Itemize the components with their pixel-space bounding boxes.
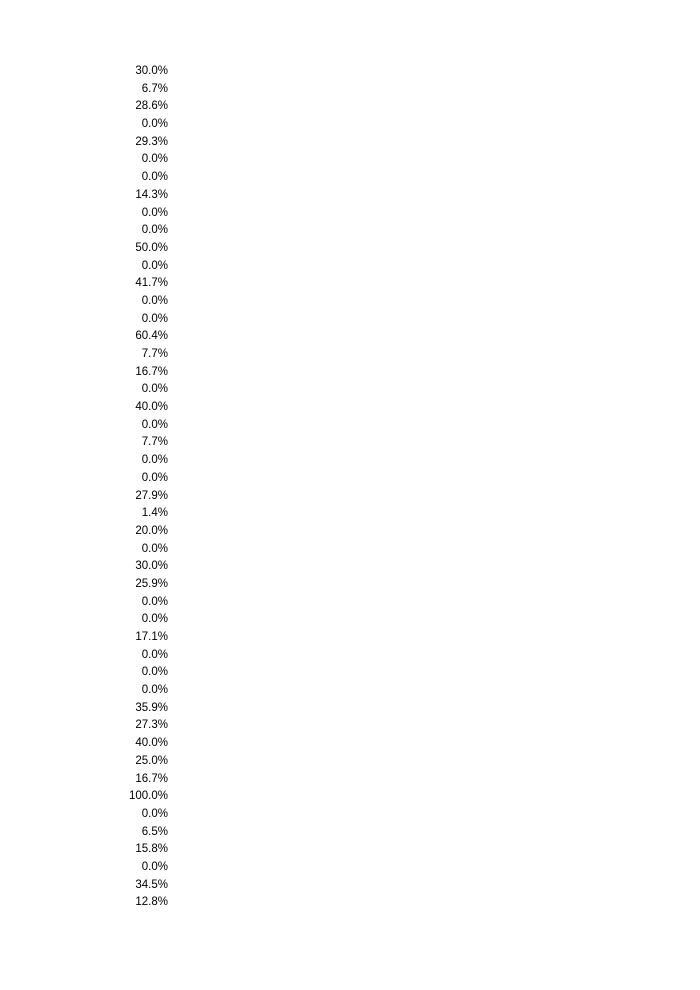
percentage-cell: 35.9% <box>135 701 168 714</box>
percentage-cell: 0.0% <box>141 684 168 697</box>
percentage-cell: 25.9% <box>135 577 168 590</box>
percentage-cell: 0.0% <box>141 118 168 131</box>
percentage-cell: 17.1% <box>135 631 168 643</box>
percentage-cell: 100.0% <box>128 790 168 803</box>
percentage-cell: 0.0% <box>141 613 168 626</box>
percentage-cell: 20.0% <box>135 524 168 537</box>
percentage-cell: 29.3% <box>135 135 168 148</box>
percentage-cell: 0.0% <box>141 542 168 555</box>
percentage-cell: 0.0% <box>141 595 168 608</box>
percentage-cell: 34.5% <box>135 878 168 891</box>
percentage-cell: 0.0% <box>141 259 168 272</box>
percentage-cell: 16.7% <box>135 365 168 378</box>
percentage-cell: 0.0% <box>141 383 168 396</box>
percentage-cell: 0.0% <box>141 312 168 325</box>
percentage-cell: 41.7% <box>135 277 168 290</box>
percentage-cell: 0.0% <box>141 666 168 679</box>
percentage-cell: 0.0% <box>141 807 168 820</box>
percentage-cell: 40.0% <box>135 401 168 414</box>
percentage-cell: 30.0% <box>135 560 168 573</box>
percentage-cell: 12.8% <box>135 896 168 909</box>
percentage-cell: 7.7% <box>141 348 168 360</box>
percentage-column <box>110 63 168 912</box>
percentage-cell: 50.0% <box>135 241 168 254</box>
percentage-cell: 40.0% <box>135 737 168 750</box>
percentage-cell: 30.0% <box>135 65 168 77</box>
percentage-cell: 28.6% <box>135 100 168 113</box>
percentage-cell: 14.3% <box>135 188 168 201</box>
percentage-cell: 15.8% <box>135 843 168 856</box>
percentage-cell: 7.7% <box>141 436 168 449</box>
percentage-cell: 0.0% <box>141 153 168 166</box>
percentage-cell: 25.0% <box>135 754 168 767</box>
percentage-cell: 1.4% <box>141 507 168 520</box>
percentage-cell: 6.5% <box>141 825 168 838</box>
percentage-cell: 0.0% <box>141 471 168 484</box>
percentage-cell: 0.0% <box>141 294 168 307</box>
percentage-cell: 16.7% <box>135 772 168 785</box>
percentage-cell: 27.9% <box>135 489 168 502</box>
percentage-cell: 0.0% <box>141 860 168 873</box>
percentage-cell: 0.0% <box>141 206 168 219</box>
percentage-cell: 0.0% <box>141 648 168 661</box>
percentage-cell: 6.7% <box>141 82 168 95</box>
percentage-cell: 60.4% <box>135 330 168 343</box>
percentage-cell: 0.0% <box>141 418 168 431</box>
percentage-cell: 27.3% <box>135 719 168 732</box>
percentage-cell: 0.0% <box>141 224 168 237</box>
percentage-cell: 0.0% <box>141 454 168 467</box>
percentage-cell: 0.0% <box>141 171 168 184</box>
